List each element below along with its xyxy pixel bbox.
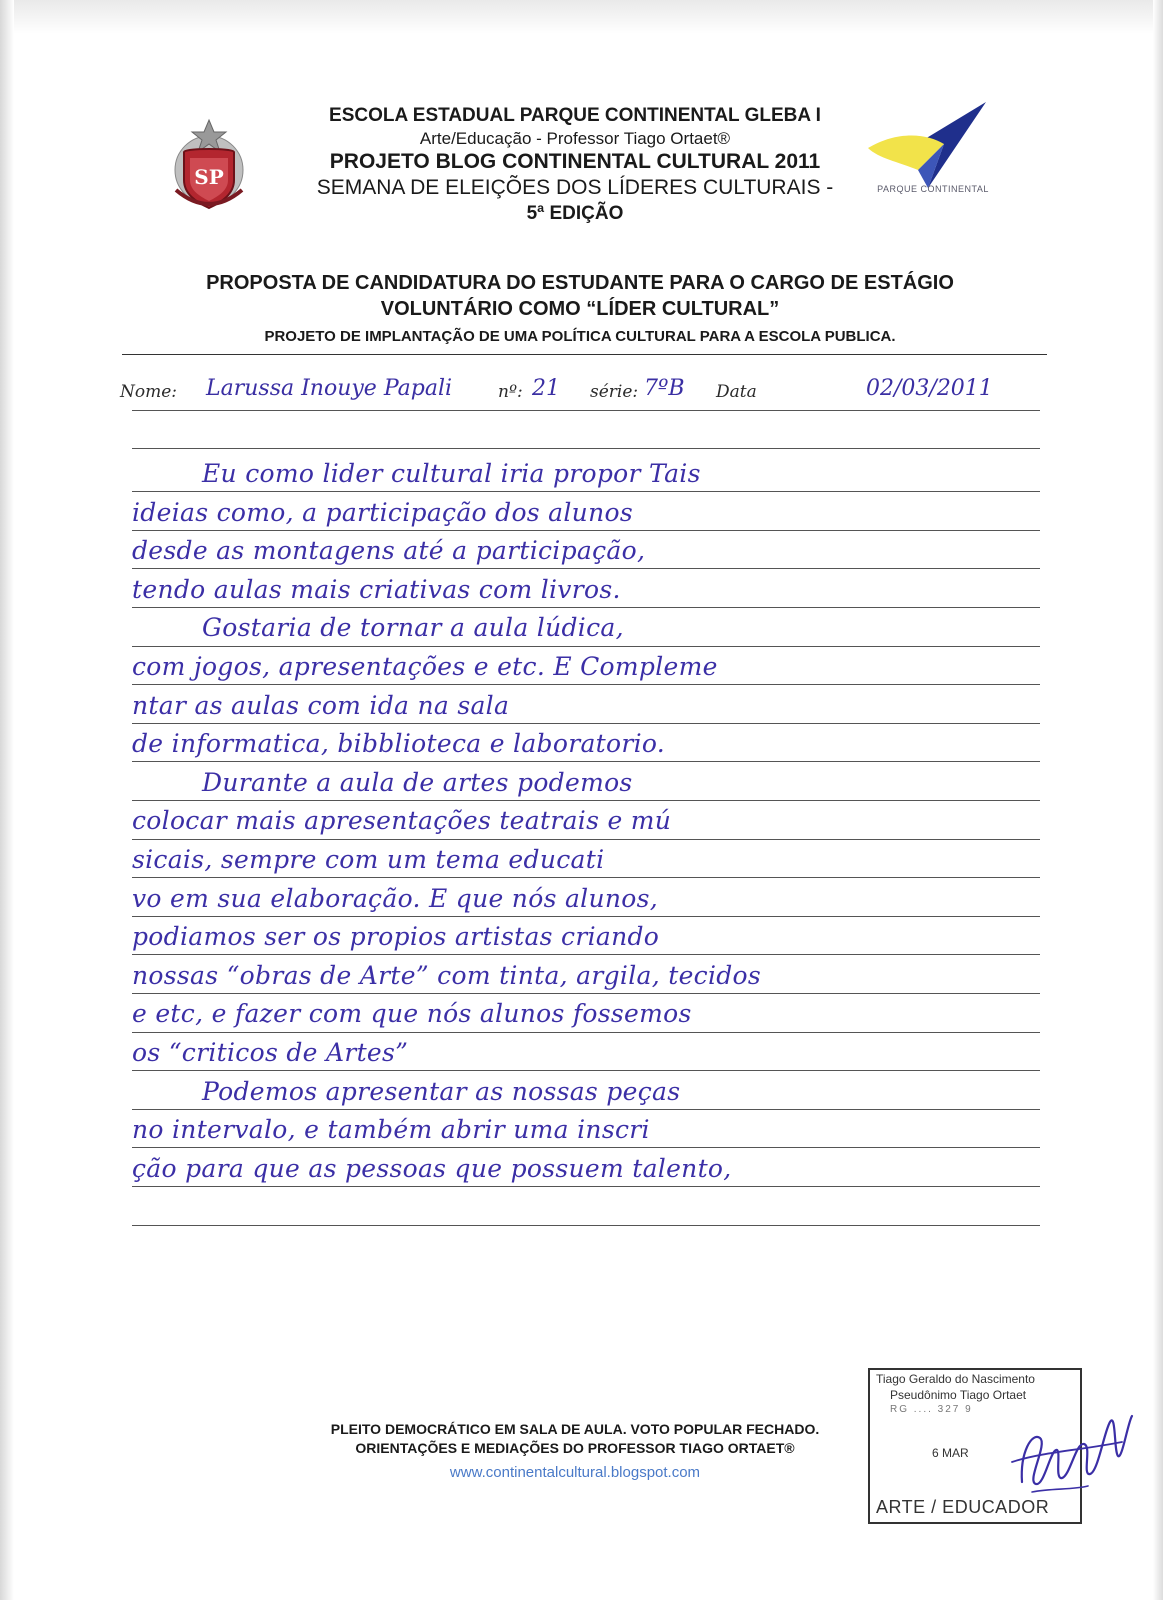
ruled-line <box>132 1147 1040 1148</box>
blog-link[interactable]: www.continentalcultural.blogspot.com <box>449 1463 701 1481</box>
scan-edge-right <box>1153 0 1163 1600</box>
name-label: Nome: <box>120 382 178 402</box>
hand-line: sicais, sempre com um tema educati <box>132 844 605 874</box>
ruled-line <box>132 916 1040 917</box>
ruled-line <box>132 491 1040 492</box>
ruled-line <box>132 530 1040 531</box>
handwritten-text <box>132 455 1042 1188</box>
hand-line: tendo aulas mais criativas com livros. <box>132 574 621 604</box>
ruled-line <box>132 761 1040 762</box>
stamp-name: Tiago Geraldo do Nascimento <box>876 1372 1035 1386</box>
hand-line: colocar mais apresentações teatrais e mú <box>132 806 672 836</box>
ruled-line <box>132 993 1040 994</box>
sao-paulo-crest-icon <box>168 118 250 214</box>
proposal-subtitle: PROJETO DE IMPLANTAÇÃO DE UMA POLÍTICA CULTURAL PARA A ESCOLA PUBLICA. <box>264 328 896 345</box>
school-name: ESCOLA ESTADUAL PARQUE CONTINENTAL GLEBA I <box>329 105 821 126</box>
name-guide-line <box>132 410 1040 411</box>
hand-line: com jogos, apresentações e etc. E Compleme <box>132 651 718 681</box>
stamp-registry: RG .... 327 9 <box>890 1404 973 1415</box>
name-value: Larussa Inouye Papali <box>206 376 453 401</box>
ruled-line <box>132 839 1040 840</box>
date-label: Data <box>716 382 757 402</box>
guide-line <box>132 448 1040 449</box>
number-label: nº: <box>498 382 523 402</box>
hand-line: Durante a aula de artes podemos <box>202 767 633 797</box>
ruled-line <box>132 723 1040 724</box>
number-value: 21 <box>532 376 560 401</box>
ruled-line <box>132 1109 1040 1110</box>
ruled-line <box>132 607 1040 608</box>
ruled-line <box>132 1032 1040 1033</box>
ruled-line <box>132 877 1040 878</box>
hand-line: ideias como, a participação dos alunos <box>132 497 633 527</box>
hand-line: de informatica, bibblioteca e laboratorio. <box>132 729 666 759</box>
date-value: 02/03/2011 <box>866 376 993 401</box>
ruled-line <box>132 1070 1040 1071</box>
hand-line: vo em sua elaboração. E que nós alunos, <box>132 883 658 913</box>
scan-edge-left <box>0 0 14 1600</box>
footer <box>250 1420 900 1481</box>
edition-label: 5ª EDIÇÃO <box>526 202 624 224</box>
signature-icon <box>992 1392 1140 1508</box>
ruled-line <box>132 684 1040 685</box>
proposal-title-line2: VOLUNTÁRIO COMO “LÍDER CULTURAL” <box>380 298 780 320</box>
ruled-line <box>132 646 1040 647</box>
hand-line: podiamos ser os propios artistas criando <box>132 922 660 952</box>
proposal-title-block <box>120 270 1040 345</box>
school-header <box>250 104 900 225</box>
ruled-line <box>132 568 1040 569</box>
stamp-pseudonym: Pseudônimo Tiago Ortaet <box>890 1388 1027 1402</box>
election-week: SEMANA DE ELEIÇÕES DOS LÍDERES CULTURAIS - <box>316 176 834 200</box>
crest-text: SP <box>194 165 224 189</box>
logo-caption: PARQUE CONTINENTAL <box>877 184 989 194</box>
ruled-line <box>132 800 1040 801</box>
department-line: Arte/Educação - Professor Tiago Ortaet® <box>419 128 731 148</box>
stamp-date: 6 MAR <box>932 1446 969 1460</box>
project-title: PROJETO BLOG CONTINENTAL CULTURAL 2011 <box>329 150 821 173</box>
footer-line2: ORIENTAÇÕES E MEDIAÇÕES DO PROFESSOR TIAGO ORTAET® <box>355 1439 795 1456</box>
hand-line: Podemos apresentar as nossas peças <box>202 1076 681 1106</box>
stamp-role: ARTE / EDUCADOR <box>876 1497 1050 1517</box>
hand-line: ntar as aulas com ida na sala <box>132 690 510 720</box>
ruled-line <box>132 954 1040 955</box>
hand-line: Gostaria de tornar a aula lúdica, <box>202 613 624 643</box>
ruled-line <box>132 1186 1040 1187</box>
grade-label: série: <box>590 382 639 402</box>
scan-edge-top <box>0 0 1163 34</box>
hand-line: desde as montagens até a participação, <box>132 536 646 566</box>
hand-line: e etc, e fazer com que nós alunos fossemos <box>132 999 692 1029</box>
proposal-title-line1: PROPOSTA DE CANDIDATURA DO ESTUDANTE PARA O CARGO DE ESTÁGIO <box>206 272 954 294</box>
hand-line: os “criticos de Artes” <box>132 1037 409 1067</box>
grade-value: 7ºB <box>644 376 685 401</box>
ruled-line <box>132 1225 1040 1226</box>
footer-line1: PLEITO DEMOCRÁTICO EM SALA DE AULA. VOTO POPULAR FECHADO. <box>330 1421 820 1437</box>
subtitle-rule <box>122 354 1047 355</box>
hand-line: nossas “obras de Arte” com tinta, argila, tecidos <box>132 960 762 990</box>
hand-line: ção para que as pessoas que possuem talento, <box>132 1153 732 1183</box>
hand-line: Eu como lider cultural iria propor Tais <box>202 459 701 488</box>
hand-line: no intervalo, e também abrir uma inscri <box>132 1115 650 1145</box>
